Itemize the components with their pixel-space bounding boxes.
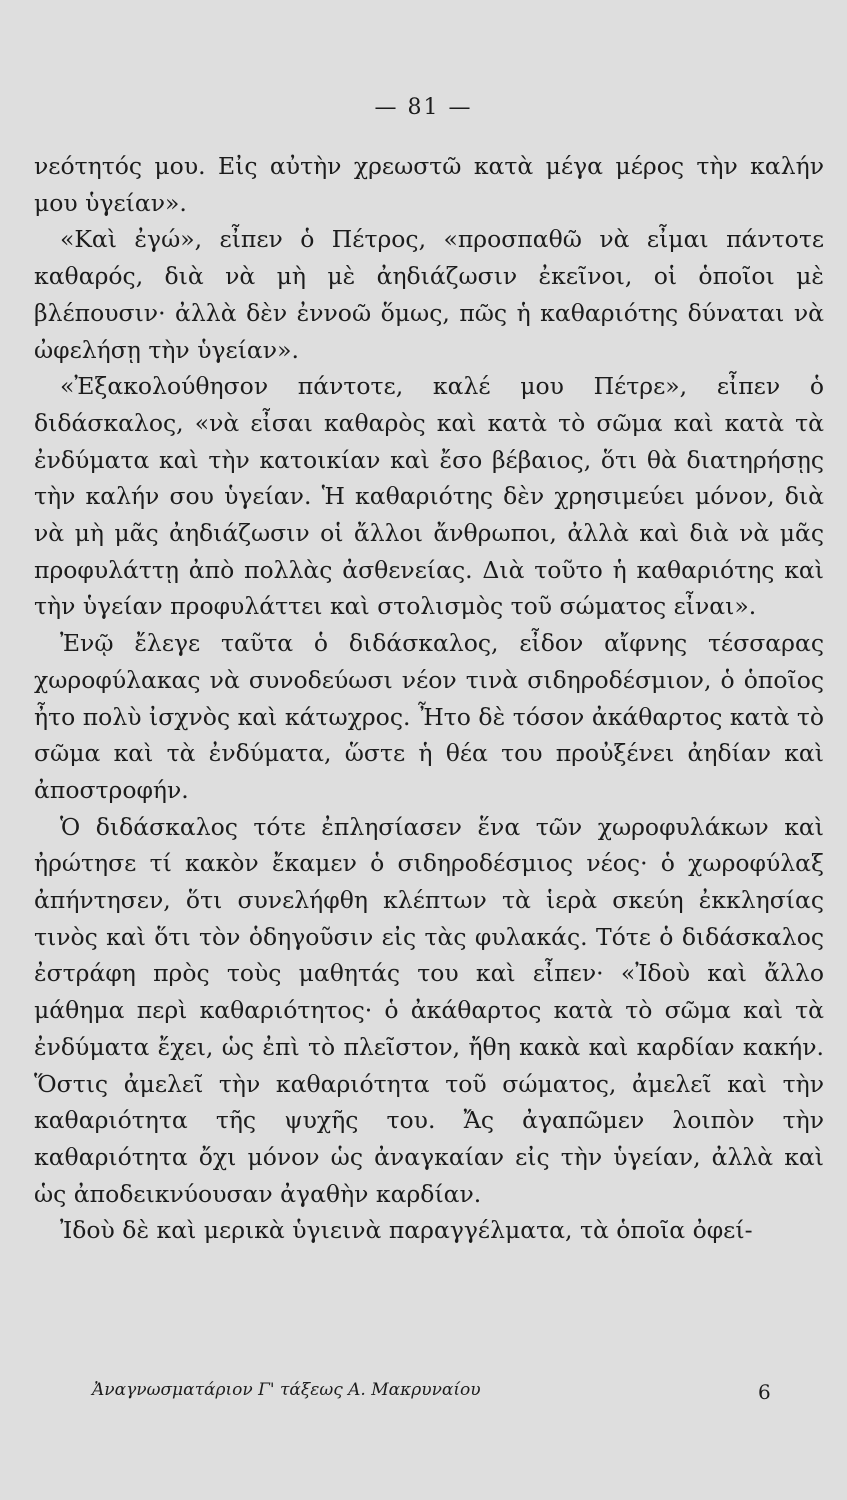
page-number: — 81 — [374,95,473,120]
book-title-footer: Ἀναγνωσματάριον Γ' τάξεως Α. Μακρυναίου [92,1380,481,1400]
signature-mark: 6 [758,1380,771,1404]
paragraph-3: «Ἐξακολούθησον πάντοτε, καλέ μου Πέτρε», εἶπεν ὁ διδάσκαλος, «νὰ εἶσαι καθαρὸς καὶ κατὰ τὸ σῶμα καὶ κατὰ τὰ ἐνδύματα καὶ τὴν κατοικίαν καὶ ἔσο βέβαιος, ὅτι θὰ διατηρήσῃς τὴν καλήν σου ὑγείαν. Ἡ καθαριότης δὲν χρησιμεύει μόνον, διὰ νὰ μὴ μᾶς ἀηδιάζωσιν οἱ ἄλλοι ἄνθρωποι, ἀλλὰ καὶ διὰ νὰ μᾶς προφυλάττῃ ἀπὸ πολλὰς ἀσθενείας. Διὰ τοῦτο ἡ καθαριότης καὶ τὴν ὑγείαν προφυλάττει καὶ στολισμὸς τοῦ σώματος εἶναι». [34,372,824,621]
paragraph-1: νεότητός μου. Εἰς αὐτὴν χρεωστῶ κατὰ μέγα μέρος τὴν καλήν μου ὑγείαν». [34,152,824,217]
paragraph-6: Ἰδοὺ δὲ καὶ μερικὰ ὑγιεινὰ παραγγέλματα, τὰ ὁποῖα ὀφεί- [60,1216,753,1245]
paragraph-2: «Καὶ ἐγώ», εἶπεν ὁ Πέτρος, «προσπαθῶ νὰ εἶμαι πάντοτε καθαρός, διὰ νὰ μὴ μὲ ἀηδιάζωσιν ἐκεῖνοι, οἱ ὁποῖοι μὲ βλέπουσιν· ἀλλὰ δὲν ἐννοῶ ὅμως, πῶς ἡ καθαριότης δύναται νὰ ὠφελήσῃ τὴν ὑγείαν». [34,225,824,364]
paragraph-4: Ἐνῷ ἔλεγε ταῦτα ὁ διδάσκαλος, εἶδον αἴφνης τέσσαρας χωροφύλακας νὰ συνοδεύωσι νέον τινὰ σιδηροδέσμιον, ὁ ὁποῖος ἦτο πολὺ ἰσχνὸς καὶ κάτωχρος. Ἦτο δὲ τόσον ἀκάθαρτος κατὰ τὸ σῶμα καὶ τὰ ἐνδύματα, ὥστε ἡ θέα του προὐξένει ἀηδίαν καὶ ἀποστροφήν. [34,629,824,804]
paragraph-5: Ὁ διδάσκαλος τότε ἐπλησίασεν ἕνα τῶν χωροφυλάκων καὶ ἠρώτησε τί κακὸν ἔκαμεν ὁ σιδηροδέσμιος νέος· ὁ χωροφύλαξ ἀπήντησεν, ὅτι συνελήφθη κλέπτων τὰ ἱερὰ σκεύη ἐκκλησίας τινὸς καὶ ὅτι τὸν ὁδηγοῦσιν εἰς τὰς φυλακάς. Τότε ὁ διδάσκαλος ἐστράφη πρὸς τοὺς μαθητάς του καὶ εἶπεν· «Ἰδοὺ καὶ ἄλλο μάθημα περὶ καθαριότητος· ὁ ἀκάθαρτος κατὰ τὸ σῶμα καὶ τὰ ἐνδύματα ἔχει, ὡς ἐπὶ τὸ πλεῖστον, ἤθη κακὰ καὶ καρδίαν κακήν. Ὅστις ἀμελεῖ τὴν καθαριότητα τοῦ σώματος, ἀμελεῖ καὶ τὴν καθαριότητα τῆς ψυχῆς του. Ἄς ἀγαπῶμεν λοιπὸν τὴν καθαριότητα ὄχι μόνον ὡς ἀναγκαίαν εἰς τὴν ὑγείαν, ἀλλὰ καὶ ὡς ἀποδεικνύουσαν ἀγαθὴν καρδίαν. [34,812,824,1208]
body-text [34,148,824,1249]
